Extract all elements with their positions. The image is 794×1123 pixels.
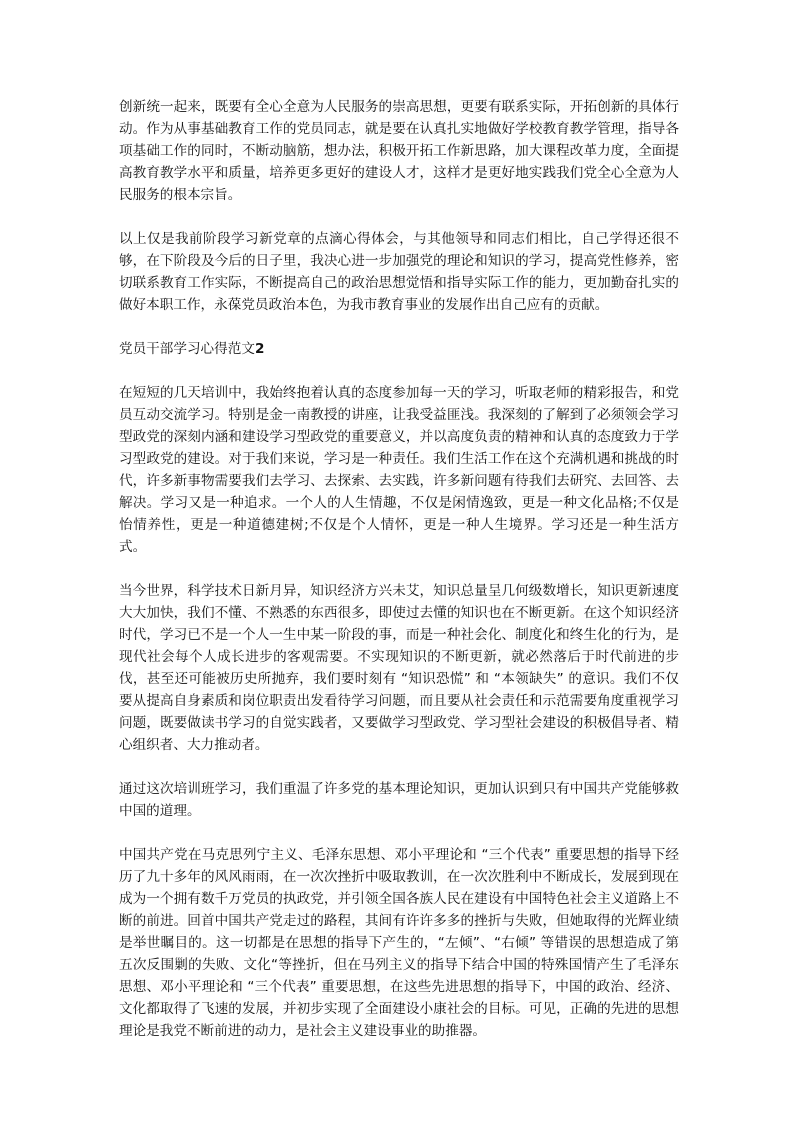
paragraph: 中国共产党在马克思列宁主义、毛泽东思想、邓小平理论和 “三个代表” 重要思想的指导下经历了九十多年的风风雨雨，在一次次挫折中吸取教训，在一次次胜利中不断成长，发展到现在成为一个拥有数千万党员的执政党，并引领全国各族人民在建设有中国特色社会主义道路上不断的前进。回首中国共产党走过的路程，其间有许许多多的挫折与失败，但她取得的光辉业绩是举世瞩目的。这一切都是在思想的指导下产生的，“左倾”、“右倾” 等错误的思想造成了第五次反围剿的失败、文化“等挫折，但在马列主义的指导下结合中国的特殊国情产生了毛泽东思想、邓小平理论和 “三个代表” 重要思想，在这些先进思想的指导下，中国的政治、经济、文化都取得了飞速的发展，并初步实现了全面建设小康社会的目标。可见，正确的先进的思想理论是我党不断前进的动力，是社会主义建设事业的助推器。 xyxy=(119,847,679,1039)
section-heading xyxy=(119,338,679,360)
paragraph: 通过这次培训班学习，我们重温了许多党的基本理论知识，更加认识到只有中国共产党能够救中国的道理。 xyxy=(119,781,679,819)
paragraph: 创新统一起来，既要有全心全意为人民服务的崇高思想，更要有联系实际，开拓创新的具体行动。作为从事基础教育工作的党员同志，就是要在认真扎实地做好学校教育教学管理，指导各项基础工作的同时，不断动脑筋，想办法，积极开拓工作新思路，加大课程改革力度，全面提高教育教学水平和质量，培养更多更好的建设人才，这样才是更好地实践我们党全心全意为人民服务的根本宗旨。 xyxy=(119,99,679,203)
paragraph: 在短短的几天培训中，我始终抱着认真的态度参加每一天的学习，听取老师的精彩报告，和党员互动交流学习。特别是金一南教授的讲座，让我受益匪浅。我深刻的了解到了必须领会学习型政党的深刻内涵和建设学习型政党的重要意义，并以高度负责的精神和认真的态度致力于学习型政党的建设。对于我们来说，学习是一种责任。我们生活工作在这个充满机遇和挑战的时代，许多新事物需要我们去学习、去探索、去实践，许多新问题有待我们去研究、去回答、去解决。学习又是一种追求。一个人的人生情趣，不仅是闲情逸致，更是一种文化品格;不仅是怡情养性，更是一种道德建树;不仅是个人情怀，更是一种人生境界。学习还是一种生活方式。 xyxy=(119,385,679,555)
section-heading-text: 党员干部学习心得范文 xyxy=(119,341,255,357)
section-heading-number: 2 xyxy=(254,341,265,357)
document-body xyxy=(119,96,679,1064)
paragraph: 当今世界，科学技术日新月异，知识经济方兴未艾，知识总量呈几何级数增长，知识更新速度大大加快，我们不懂、不熟悉的东西很多，即使过去懂的知识也在不断更新。在这个知识经济时代，学习已不是一个人一生中某一阶段的事，而是一种社会化、制度化和终生化的行为，是现代社会每个人成长进步的客观需要。不实现知识的不断更新，就必然落后于时代前进的步伐，甚至还可能被历史所抛弃，我们要时刻有 “知识恐慌” 和 “本领缺失” 的意识。我们不仅要从提高自身素质和岗位职责出发看待学习问题，而且要从社会责任和示范需要角度重视学习问题，既要做读书学习的自觉实践者，又要做学习型政党、学习型社会建设的积极倡导者、精心组织者、大力推动者。 xyxy=(119,583,679,753)
paragraph: 以上仅是我前阶段学习新党章的点滴心得体会，与其他领导和同志们相比，自己学得还很不够，在下阶段及今后的日子里，我决心进一步加强党的理论和知识的学习，提高党性修养，密切联系教育工作实际，不断提高自己的政治思想觉悟和指导实际工作的能力，更加勤奋扎实的做好本职工作，永葆党员政治本色，为我市教育事业的发展作出自己应有的贡献。 xyxy=(119,231,679,313)
